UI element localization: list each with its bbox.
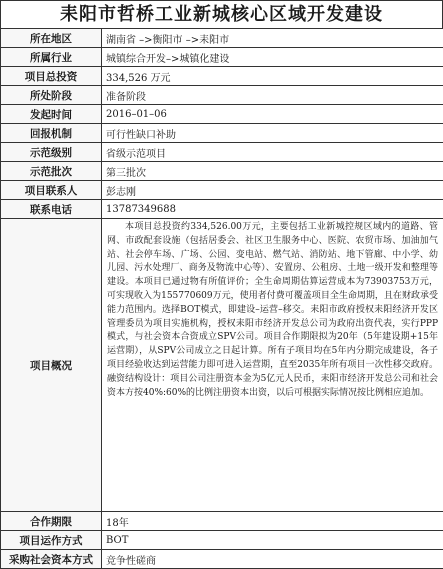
row-contact: [1, 181, 443, 200]
cooperation-term-label: 合作期限: [1, 512, 102, 531]
phone-label: 联系电话: [1, 200, 102, 219]
investment-value: 334,526 万元: [102, 67, 443, 86]
region-value: 湖南省 –>衡阳市 –>耒阳市: [102, 29, 443, 48]
row-return-mechanism: [1, 124, 443, 143]
row-cooperation-term: [1, 512, 443, 531]
demo-level-label: 示范级别: [1, 143, 102, 162]
overview-label: 项目概况: [1, 219, 102, 512]
row-stage: [1, 86, 443, 105]
project-info-table: [0, 28, 443, 569]
row-investment: [1, 67, 443, 86]
contact-label: 项目联系人: [1, 181, 102, 200]
start-date-label: 发起时间: [1, 105, 102, 124]
return-mechanism-label: 回报机制: [1, 124, 102, 143]
stage-label: 所处阶段: [1, 86, 102, 105]
row-start-date: [1, 105, 443, 124]
procurement-method-value: 竞争性磋商: [102, 550, 443, 569]
row-demo-batch: [1, 162, 443, 181]
investment-label: 项目总投资: [1, 67, 102, 86]
row-region: [1, 29, 443, 48]
procurement-method-label: 采购社会资本方式: [1, 550, 102, 569]
overview-text: 本项目总投资约334,526.00万元，主要包括工业新城控规区域内的道路、管网、市政配套设施（包括居委会、社区卫生服务中心、医院、农贸市场、加油加气站、社会停车场、广场、公园、变电站、燃气站、消防站、地下管廊、中小学、幼儿园、污水处理厂、商务及物流中心等）、安置房、公租房、土地一级开发和整理等建设。本项目已通过物有所值评价；全生命周期估算运营成本为73903753万元，可实现收入为155770609万元，使用者付费可覆盖项目全生命周期，且在财政承受能力范围内。选择BOT模式，即建设–运营–移交。耒阳市政府授权耒阳经济开发区管理委员为项目实施机构，授权耒阳市经济开发总公司为政府出资代表，实行PPP模式，与社会资本合资成立SPV公司。项目合作期限拟为20年（5年建设期+15年运营期），从SPV公司成立之日起计算。所有子项目均在5年内分期完成建设，各子项目经验收达到运营能力即可进入运营期，直至2035年所有项目一次性移交政府。融资结构设计：项目公司注册资本金为5亿元人民币，耒阳市经济开发总公司和社会资本方按40%:60%的比例注册资本出资，以后可根据实际情况按比例相应追加。: [102, 219, 443, 512]
operation-mode-value: BOT: [102, 531, 443, 550]
page-title: 耒阳市哲桥工业新城核心区域开发建设: [0, 0, 443, 28]
cooperation-term-value: 18年: [102, 512, 443, 531]
demo-batch-label: 示范批次: [1, 162, 102, 181]
stage-value: 准备阶段: [102, 86, 443, 105]
start-date-value: 2016–01–06: [102, 105, 443, 124]
industry-value: 城镇综合开发–>城镇化建设: [102, 48, 443, 67]
phone-value: 13787349688: [102, 200, 443, 219]
demo-level-value: 省级示范项目: [102, 143, 443, 162]
region-label: 所在地区: [1, 29, 102, 48]
row-procurement-method: [1, 550, 443, 569]
row-operation-mode: [1, 531, 443, 550]
row-phone: [1, 200, 443, 219]
operation-mode-label: 项目运作方式: [1, 531, 102, 550]
row-overview: [1, 219, 443, 512]
row-industry: [1, 48, 443, 67]
return-mechanism-value: 可行性缺口补助: [102, 124, 443, 143]
row-demo-level: [1, 143, 443, 162]
demo-batch-value: 第三批次: [102, 162, 443, 181]
industry-label: 所属行业: [1, 48, 102, 67]
contact-value: 彭志刚: [102, 181, 443, 200]
